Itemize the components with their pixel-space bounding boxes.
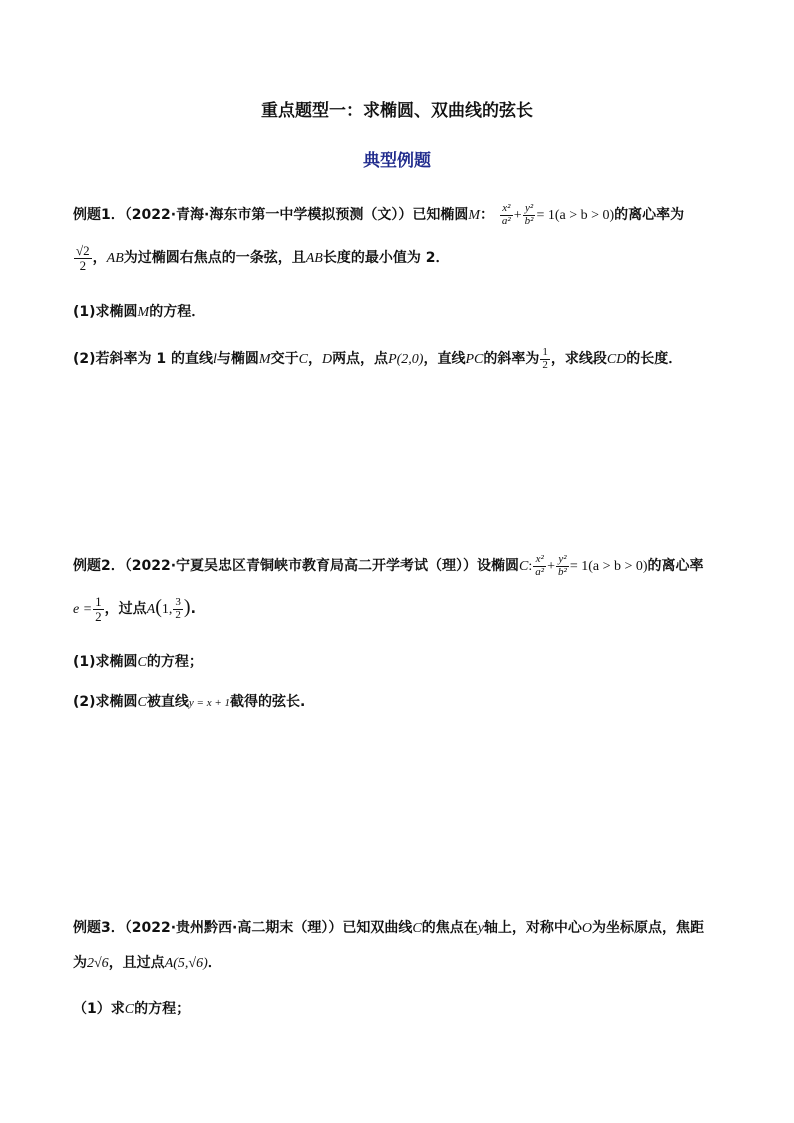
example3-line2: 为2√6，且过点A(5,√6)． (73, 955, 222, 971)
example2-source: （2022·宁夏吴忠区青铜峡市教育局高二开学考试（理）） (124, 558, 478, 575)
frac-y: $\frac{\text{y²}}{\text{b²}}$ (524, 202, 534, 227)
ellipse-name: M (468, 208, 481, 224)
example2-question2: (2)求椭圆C被直线y = x + 1截得的弦长. (73, 694, 306, 710)
example3-question1: （1）求C的方程； (73, 1001, 191, 1017)
example3-line1: 例题3．（2022·贵州黔西·高二期末（理））已知双曲线C的焦点在y轴上，对称中心O为坐标原点，焦距 (73, 920, 705, 936)
example3-label: 例题3． (73, 920, 125, 936)
section-subtitle: 典型例题 (363, 151, 431, 171)
example1-question1: (1)求椭圆M的方程． (73, 304, 206, 320)
page-title: 重点题型一：求椭圆、双曲线的弦长 (261, 101, 533, 121)
example2-label: 例题2． (73, 558, 125, 575)
example2-line2: e = $\frac{1}{2}$ ，过点A(1, $\frac{3}{2}$ ). (73, 594, 196, 624)
example1-label: 例题1． (73, 207, 125, 224)
example1-question2: (2)若斜率为 1 的直线l与椭圆M交于C，D两点，点P(2,0)，直线PC的斜率为 $\frac{1}{2}$ ，求线段CD的长度． (73, 346, 683, 371)
frac-x: $\frac{\text{x²}}{\text{a²}}$ (501, 202, 511, 227)
example1-line2: $\frac{√2}{2}$ ，AB为过椭圆右焦点的一条弦，且AB长度的最小值为 2． (76, 243, 450, 273)
example2-line1: 例题2．（2022·宁夏吴忠区青铜峡市教育局高二开学考试（理））设椭圆C: $\frac{\text{x²}}{\text{a²}}$ + $\frac{\text{y²}}{\text{b²}}$ = 1(a > b > 0)的离心率 (73, 553, 704, 578)
eccentricity-frac: $\frac{√2}{2}$ (76, 243, 90, 273)
example1-source: （2022·青海·海东市第一中学模拟预测（文）） (124, 207, 413, 224)
example1-line1: 例题1．（2022·青海·海东市第一中学模拟预测（文））已知椭圆M： $\frac{\text{x²}}{\text{a²}}$ + $\frac{\text{y²}}{\text{b²}}$ = 1(a > b > 0)的离心率为 (73, 202, 685, 227)
example3-source: （2022·贵州黔西·高二期末（理）） (124, 920, 343, 936)
example2-question1: (1)求椭圆C的方程； (73, 654, 203, 670)
equation-rhs: = 1(a > b > 0) (536, 208, 615, 224)
slope-frac: $\frac{1}{2}$ (542, 346, 548, 371)
